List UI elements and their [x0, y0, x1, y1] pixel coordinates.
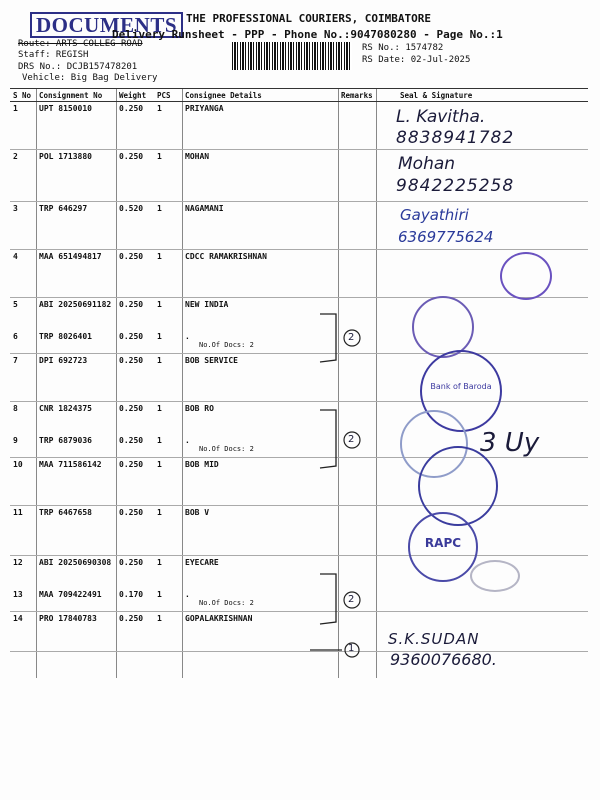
- row-weight: [116, 354, 154, 402]
- row-sno: [10, 588, 36, 612]
- row-pcs: [154, 434, 182, 458]
- row-consignee: [182, 250, 338, 298]
- row-consignment-text: ABI 20250690308: [39, 558, 112, 567]
- row-pcs-text: 1: [157, 589, 162, 599]
- seal-stamp: [470, 560, 520, 592]
- row-consignment-text: CNR 1824375: [39, 404, 92, 413]
- seal-stamp: [500, 252, 552, 300]
- bank-seal-text: Bank of Baroda: [430, 382, 492, 391]
- row-consignment-text: ABI 20250691182: [39, 300, 112, 309]
- row-pcs-text: 1: [157, 152, 162, 161]
- row-consignment: [36, 354, 116, 402]
- row-consignee: [182, 102, 338, 150]
- row-pcs: [154, 102, 182, 150]
- row-sno-text: 14: [13, 614, 23, 623]
- route-label: Route: ARTS COLLEG ROAD: [18, 39, 143, 49]
- row-consignee-text: .: [185, 589, 190, 599]
- row-sno-text: 1: [13, 104, 18, 113]
- row-consignment: [36, 434, 116, 458]
- row-consignment: [36, 506, 116, 556]
- row-consignee-text: MOHAN: [185, 152, 210, 161]
- row-consignment-text: MAA 711586142: [39, 460, 102, 469]
- row-consignee-text: .: [185, 331, 190, 341]
- row-sno-text: 9: [13, 435, 18, 445]
- row-consignment: [36, 150, 116, 202]
- row-pcs-text: 1: [157, 614, 162, 623]
- row-consignee-text: .: [185, 435, 190, 445]
- row-consignee-text: PRIYANGA: [185, 104, 224, 113]
- row-sno: [10, 202, 36, 250]
- row-pcs: [154, 250, 182, 298]
- docs-count: No.Of Docs: 2: [199, 444, 254, 453]
- col-consignment: Consignment No: [36, 89, 116, 102]
- row-weight: [116, 250, 154, 298]
- row-weight-text: 0.520: [119, 204, 144, 213]
- row-consignment: [36, 330, 116, 354]
- row-consignee: [182, 150, 338, 202]
- signature-3-phone: 6369775624: [398, 228, 494, 246]
- row-weight: [116, 612, 154, 652]
- col-pcs: PCS: [154, 89, 182, 102]
- row-weight-text: 0.250: [119, 404, 144, 413]
- row-pcs-text: 1: [157, 331, 162, 341]
- row-weight: [116, 298, 154, 330]
- row-weight: [116, 458, 154, 506]
- signature-scrawl: 3 Uy: [480, 428, 540, 458]
- row-weight: [116, 506, 154, 556]
- row-sno: [10, 250, 36, 298]
- mark-2b: 2: [348, 434, 355, 445]
- table-row: [10, 506, 588, 556]
- row-consignment-text: MAA 709422491: [39, 589, 102, 599]
- row-weight: [116, 202, 154, 250]
- row-sno-text: 7: [13, 356, 18, 365]
- row-pcs-text: 1: [157, 558, 162, 567]
- row-consignment: [36, 202, 116, 250]
- table-row: [10, 202, 588, 250]
- row-pcs: [154, 330, 182, 354]
- row-pcs: [154, 588, 182, 612]
- signature-1-name: L. Kavitha.: [396, 107, 486, 127]
- row-sno: [10, 150, 36, 202]
- row-consignee-text: EYECARE: [185, 558, 219, 567]
- row-pcs-text: 1: [157, 204, 162, 213]
- docs-count: No.Of Docs: 2: [199, 598, 254, 607]
- row-pcs-text: 1: [157, 300, 162, 309]
- row-sno: [10, 434, 36, 458]
- row-sno: [10, 556, 36, 588]
- row-remarks: [338, 202, 376, 250]
- row-pcs: [154, 556, 182, 588]
- row-sno-text: 11: [13, 508, 23, 517]
- row-weight-text: 0.250: [119, 152, 144, 161]
- row-consignment: [36, 102, 116, 150]
- col-sno: S No: [10, 89, 36, 102]
- row-consignment: [36, 612, 116, 652]
- row-consignment: [36, 250, 116, 298]
- row-seal: [376, 298, 588, 330]
- row-weight-text: 0.170: [119, 589, 144, 599]
- mark-1: 1: [348, 643, 355, 654]
- row-pcs-text: 1: [157, 460, 162, 469]
- row-pcs-text: 1: [157, 356, 162, 365]
- row-consignment: [36, 556, 116, 588]
- row-sno-text: 5: [13, 300, 18, 309]
- row-seal: [376, 250, 588, 298]
- row-consignment-text: TRP 8026401: [39, 331, 92, 341]
- row-seal: [376, 330, 588, 354]
- row-pcs: [154, 506, 182, 556]
- table-row: [10, 330, 588, 354]
- row-consignment: [36, 402, 116, 434]
- company-name: THE PROFESSIONAL COURIERS, COIMBATORE: [186, 12, 432, 25]
- row-weight-text: 0.250: [119, 356, 144, 365]
- row-pcs-text: 1: [157, 435, 162, 445]
- row-weight-text: 0.250: [119, 331, 144, 341]
- signature-2-phone: 9842225258: [396, 176, 515, 196]
- row-consignee-text: NAGAMANI: [185, 204, 224, 213]
- row-sno: [10, 458, 36, 506]
- row-consignment-text: DPI 692723: [39, 356, 88, 365]
- row-sno: [10, 102, 36, 150]
- row-sno: [10, 298, 36, 330]
- row-pcs: [154, 150, 182, 202]
- row-remarks: [338, 150, 376, 202]
- row-weight: [116, 556, 154, 588]
- row-consignment-text: MAA 651494817: [39, 252, 102, 261]
- row-consignee-text: BOB RO: [185, 404, 214, 413]
- row-sno-text: 3: [13, 204, 18, 213]
- signature-14-phone: 9360076680.: [390, 650, 497, 669]
- table-row: [10, 612, 588, 652]
- row-weight: [116, 434, 154, 458]
- bracket-marks: [300, 310, 380, 670]
- row-sno-text: 13: [13, 589, 23, 599]
- row-sno-text: 12: [13, 558, 23, 567]
- row-sno-text: 4: [13, 252, 18, 261]
- row-consignment-text: TRP 646297: [39, 204, 88, 213]
- rs-number: RS No.: 1574782: [362, 43, 444, 53]
- runsheet-title: Delivery Runsheet - PPP - Phone No.:9047080280 - Page No.:1: [112, 28, 503, 41]
- col-seal: Seal & Signature: [376, 89, 588, 102]
- row-sno-text: 6: [13, 331, 18, 341]
- row-remarks: [338, 250, 376, 298]
- row-consignment: [36, 458, 116, 506]
- rs-date: RS Date: 02-Jul-2025: [362, 55, 471, 65]
- row-pcs: [154, 612, 182, 652]
- row-consignee-text: NEW INDIA: [185, 300, 229, 309]
- row-sno: [10, 402, 36, 434]
- row-sno: [10, 330, 36, 354]
- row-pcs-text: 1: [157, 104, 162, 113]
- row-seal: [376, 588, 588, 612]
- col-consignee: Consignee Details: [182, 89, 338, 102]
- row-weight-text: 0.250: [119, 614, 144, 623]
- signature-1-phone: 8838941782: [396, 128, 515, 148]
- row-consignment-text: POL 1713880: [39, 152, 92, 161]
- mark-2a: 2: [348, 332, 355, 343]
- barcode: [232, 42, 352, 70]
- row-pcs: [154, 458, 182, 506]
- docs-count: No.Of Docs: 2: [199, 340, 254, 349]
- row-weight-text: 0.250: [119, 300, 144, 309]
- col-weight: Weight: [116, 89, 154, 102]
- row-consignment-text: UPT 8150010: [39, 104, 92, 113]
- row-weight-text: 0.250: [119, 435, 144, 445]
- row-sno: [10, 354, 36, 402]
- staff-label: Staff: REGISH: [18, 50, 89, 60]
- row-sno: [10, 612, 36, 652]
- row-weight-text: 0.250: [119, 104, 144, 113]
- drs-label: DRS No.: DCJB157478201: [18, 62, 138, 72]
- row-pcs: [154, 298, 182, 330]
- signature-3-name: Gayathiri: [400, 206, 469, 224]
- row-consignee-text: BOB MID: [185, 460, 219, 469]
- row-pcs-text: 1: [157, 252, 162, 261]
- row-weight-text: 0.250: [119, 558, 144, 567]
- signature-14-name: S.K.SUDAN: [388, 630, 480, 648]
- row-consignee: [182, 202, 338, 250]
- row-sno-text: 10: [13, 460, 23, 469]
- mark-2c: 2: [348, 594, 355, 605]
- rapc-seal: [408, 512, 478, 582]
- row-weight: [116, 402, 154, 434]
- row-weight-text: 0.250: [119, 460, 144, 469]
- row-consignment: [36, 588, 116, 612]
- row-consignee-text: BOB SERVICE: [185, 356, 238, 365]
- row-consignee-text: GOPALAKRISHNAN: [185, 614, 253, 623]
- row-consignment-text: TRP 6879036: [39, 435, 92, 445]
- row-weight: [116, 330, 154, 354]
- row-weight: [116, 102, 154, 150]
- vehicle-label: Vehicle: Big Bag Delivery: [22, 73, 158, 83]
- table-row: [10, 298, 588, 330]
- documents-stamp: DOCUMENTS: [30, 12, 183, 38]
- row-weight-text: 0.250: [119, 252, 144, 261]
- row-sno-text: 2: [13, 152, 18, 161]
- row-consignee-text: CDCC RAMAKRISHNAN: [185, 252, 267, 261]
- row-consignment-text: PRO 17840783: [39, 614, 97, 623]
- col-remarks: Remarks: [338, 89, 376, 102]
- row-consignment-text: TRP 6467658: [39, 508, 92, 517]
- row-weight-text: 0.250: [119, 508, 144, 517]
- rapc-text: RAPC: [424, 536, 462, 550]
- row-pcs-text: 1: [157, 404, 162, 413]
- row-pcs: [154, 354, 182, 402]
- row-sno: [10, 506, 36, 556]
- table-header: [10, 89, 588, 102]
- row-pcs: [154, 202, 182, 250]
- row-pcs: [154, 402, 182, 434]
- signature-2-name: Mohan: [398, 154, 456, 174]
- row-remarks: [338, 102, 376, 150]
- row-weight: [116, 588, 154, 612]
- table-row: [10, 458, 588, 506]
- seal-stamp: [412, 296, 474, 358]
- row-consignment: [36, 298, 116, 330]
- row-sno-text: 8: [13, 404, 18, 413]
- row-pcs-text: 1: [157, 508, 162, 517]
- row-weight: [116, 150, 154, 202]
- row-consignee-text: BOB V: [185, 508, 210, 517]
